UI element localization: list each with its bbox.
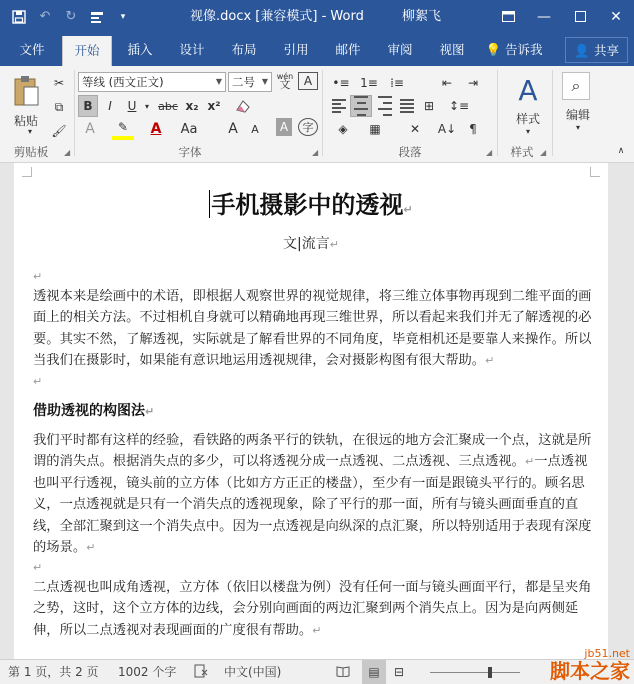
chinese-layout-icon[interactable]: ✕ <box>409 122 421 136</box>
align-right-icon[interactable] <box>374 95 396 117</box>
paragraph-mark: ↵ <box>485 354 495 368</box>
redo-icon[interactable]: ↻ <box>65 9 77 24</box>
font-launcher-icon[interactable]: ◢ <box>312 148 319 157</box>
paragraph-mark: ↵ <box>329 238 339 251</box>
paragraph-text: 一点透视也叫平行透视，镜头前的立方体（比如方方正正的楼盘），至少有一面是跟镜头平行的。顾名思义，一点透视就是只有一个消失点的透视现象，除了平行的那一面，所有与镜头画面垂直的直线，全部汇聚到这一个消失点中。因为一点透视是向纵深的点汇聚，所以特别适用于表现有深度的场景。 <box>33 454 592 556</box>
styles-button[interactable]: 样式 <box>515 112 540 126</box>
ribbon-tabs <box>0 33 634 66</box>
enclose-characters-icon[interactable]: 字 <box>298 118 318 136</box>
bold-button[interactable]: B <box>78 95 98 117</box>
window-controls <box>490 0 634 33</box>
tab-file[interactable]: 文件 <box>19 42 45 57</box>
paragraph-group-label: 段落 <box>398 145 422 159</box>
justify-icon[interactable] <box>396 95 418 117</box>
paragraph-mark: ↵ <box>86 541 96 555</box>
character-border-icon[interactable]: A <box>298 72 318 90</box>
language-indicator[interactable]: 中文(中国) <box>224 665 282 679</box>
paragraph-text: 二点透视也叫成角透视，立方体（依旧以楼盘为例）没有任何一面与镜头画面平行，都是呈夹角之势，这时，这个立方体的边线，会分别向画面的两边汇聚到两个消失点上。因为是向两侧延伸，所以二点透视对表现画面的广度很有帮助。 <box>33 580 592 638</box>
italic-button[interactable]: I <box>108 99 112 113</box>
user-name[interactable]: 柳絮飞 <box>402 9 442 24</box>
character-shading-button[interactable]: A <box>276 118 292 136</box>
ribbon-display-icon[interactable] <box>490 0 526 33</box>
document-author <box>14 233 608 253</box>
save-icon[interactable] <box>6 4 32 30</box>
underline-button[interactable]: U <box>127 99 137 113</box>
lightbulb-icon: 💡 <box>485 42 502 57</box>
font-name-value: 等线 (西文正文) <box>82 75 164 89</box>
text-effects-button[interactable]: A <box>85 121 95 137</box>
font-size-combo[interactable] <box>228 72 272 92</box>
group-separator <box>552 70 553 156</box>
editing-button[interactable]: 编辑 <box>565 108 590 122</box>
undo-icon[interactable]: ↶ <box>39 9 51 24</box>
watermark-name: 脚本之家 <box>550 659 630 683</box>
margin-corner-mark <box>590 167 600 177</box>
distributed-icon[interactable]: ⊞ <box>423 99 435 113</box>
document-title <box>14 185 608 220</box>
qat-dropdown-icon[interactable]: ▾ <box>120 11 126 22</box>
styles-dropdown-icon[interactable]: ▾ <box>525 126 530 136</box>
touch-mode-icon[interactable] <box>84 4 110 30</box>
cut-icon[interactable]: ✂ <box>53 76 65 90</box>
paragraph-two-point <box>33 577 599 641</box>
chevron-down-icon: ▼ <box>215 77 222 86</box>
ribbon <box>0 66 634 163</box>
font-size-value: 二号 <box>232 75 255 89</box>
styles-launcher-icon[interactable]: ◢ <box>540 148 547 157</box>
borders-icon[interactable]: ▦ <box>369 122 381 136</box>
decrease-indent-icon[interactable]: ⇤ <box>441 76 453 90</box>
align-center-icon[interactable] <box>350 95 372 117</box>
section-heading-text: 借助透视的构图法 <box>33 403 145 419</box>
numbering-icon[interactable]: 1≡ <box>360 76 378 90</box>
status-bar <box>0 647 634 684</box>
tell-me-box[interactable] <box>482 33 546 66</box>
grow-font-button[interactable]: A <box>228 121 238 137</box>
author-text: 文|流言 <box>283 236 330 252</box>
collapse-ribbon-icon[interactable]: ∧ <box>617 146 625 156</box>
subscript-button[interactable]: x₂ <box>185 99 199 113</box>
paragraph-vanishing-point <box>33 430 599 558</box>
change-case-button[interactable]: Aa <box>180 121 198 137</box>
document-area <box>0 163 634 659</box>
search-icon[interactable]: ⌕ <box>562 72 590 100</box>
paragraph-mark: ↵ <box>33 561 43 574</box>
watermark <box>550 647 630 682</box>
empty-paragraph <box>33 371 599 392</box>
paragraph-launcher-icon[interactable]: ◢ <box>486 148 493 157</box>
shrink-font-button[interactable]: A <box>251 122 259 136</box>
clipboard-launcher-icon[interactable]: ◢ <box>64 148 71 157</box>
tab-references[interactable]: 引用 <box>283 42 309 57</box>
read-mode-icon[interactable] <box>336 660 350 684</box>
paragraph-intro <box>33 286 599 372</box>
paragraph-mark: ↵ <box>33 270 43 283</box>
paste-button[interactable]: 粘贴 <box>13 114 38 128</box>
group-separator <box>322 70 323 156</box>
share-button[interactable] <box>565 37 628 63</box>
chevron-down-icon: ▼ <box>261 77 268 86</box>
paragraph-mark: ↵ <box>403 203 413 216</box>
tab-design[interactable]: 设计 <box>179 42 205 57</box>
shading-icon[interactable]: ◈ <box>338 122 348 136</box>
highlight-icon[interactable]: ✎ <box>112 118 134 140</box>
tell-me-label: 告诉我 <box>505 42 543 57</box>
styles-icon[interactable]: A <box>518 73 538 107</box>
font-name-combo[interactable] <box>78 72 226 92</box>
underline-dropdown-icon[interactable]: ▾ <box>144 101 149 111</box>
web-layout-icon[interactable]: ⊟ <box>394 665 405 679</box>
minimize-icon[interactable]: — <box>537 8 551 25</box>
paragraph-mark: ↵ <box>524 455 535 469</box>
strikethrough-button[interactable]: abc <box>158 99 178 113</box>
font-color-button[interactable]: A <box>150 121 162 137</box>
font-group-label: 字体 <box>178 145 202 159</box>
styles-group-label: 样式 <box>510 145 534 159</box>
section-heading <box>33 400 154 420</box>
line-spacing-icon[interactable]: ↕≡ <box>448 99 470 113</box>
increase-indent-icon[interactable]: ⇥ <box>467 76 479 90</box>
zoom-slider[interactable] <box>430 660 520 684</box>
tab-home[interactable]: 开始 <box>62 36 112 66</box>
paste-icon[interactable] <box>10 72 42 112</box>
paragraph-text: 我们平时都有这样的经验，看铁路的两条平行的铁轨，在很远的地方会汇聚成一个点，这就是所谓的消失点。根据消失点的多少，可以将透视分成一点透视、二点透视、三点透视。 <box>33 433 592 470</box>
tab-mailings[interactable]: 邮件 <box>335 42 361 57</box>
multilevel-list-icon[interactable]: ⁞≡ <box>390 76 404 90</box>
copy-icon[interactable]: ⧉ <box>54 99 64 114</box>
empty-paragraph <box>33 266 599 287</box>
group-separator <box>497 70 498 156</box>
share-label: 共享 <box>593 43 619 58</box>
phonetic-guide-icon[interactable]: wén 文 <box>276 72 294 91</box>
paragraph-mark: ↵ <box>312 623 322 637</box>
word-count[interactable]: 1002 个字 <box>118 665 177 679</box>
align-left-icon[interactable] <box>328 95 350 117</box>
group-separator <box>74 70 75 156</box>
page-count[interactable]: 第 1 页，共 2 页 <box>8 665 99 679</box>
sort-icon[interactable]: A↓ <box>437 122 457 136</box>
format-painter-icon[interactable]: 🖌 <box>51 124 67 138</box>
bullets-icon[interactable]: •≡ <box>332 76 350 90</box>
print-layout-icon[interactable]: ▤ <box>362 660 386 684</box>
show-marks-icon[interactable]: ¶ <box>469 122 477 136</box>
paragraph-mark: ↵ <box>33 375 43 388</box>
close-icon[interactable]: ✕ <box>610 8 622 25</box>
vertical-scrollbar[interactable] <box>622 163 634 659</box>
document-title-text: 手机摄影中的透视 <box>211 191 404 219</box>
maximize-icon[interactable] <box>562 0 598 33</box>
window-title: 视像.docx [兼容模式] - Word <box>190 9 364 24</box>
tab-view[interactable]: 视图 <box>439 42 465 57</box>
document-page[interactable] <box>14 163 608 659</box>
paste-dropdown-icon[interactable]: ▾ <box>27 126 32 136</box>
person-icon: 👤 <box>574 43 590 58</box>
quick-access-toolbar <box>6 0 136 33</box>
paragraph-mark: ↵ <box>145 405 155 418</box>
tab-insert[interactable]: 插入 <box>127 42 153 57</box>
watermark-url: jb51.net <box>584 647 630 660</box>
clipboard-group-label: 剪贴板 <box>13 145 49 159</box>
tab-review[interactable]: 审阅 <box>387 42 413 57</box>
editing-dropdown-icon[interactable]: ▾ <box>575 122 580 132</box>
superscript-button[interactable]: x² <box>207 99 221 113</box>
proofing-icon[interactable] <box>194 660 208 684</box>
clear-formatting-icon[interactable] <box>230 95 256 117</box>
title-bar <box>0 0 634 33</box>
empty-paragraph <box>33 557 599 578</box>
phonetic-guide-label: wén <box>276 72 294 81</box>
tab-layout[interactable]: 布局 <box>231 42 257 57</box>
margin-corner-mark <box>22 167 32 177</box>
paragraph-text: 透视本来是绘画中的术语，即根据人观察世界的视觉规律，将三维立体事物再现到二维平面的画面上的相关方法。不过相机自身就可以精确地再现三维世界，所以看起来我们并无了解透视的必要。其实不然，了解透视，实际就是了解看世界的不同角度，毕竟相机还是要靠人来操作。所以当我们在摄影时，如果能有意识地运用透视规律，会对摄影构图有很大帮助。 <box>33 289 592 369</box>
